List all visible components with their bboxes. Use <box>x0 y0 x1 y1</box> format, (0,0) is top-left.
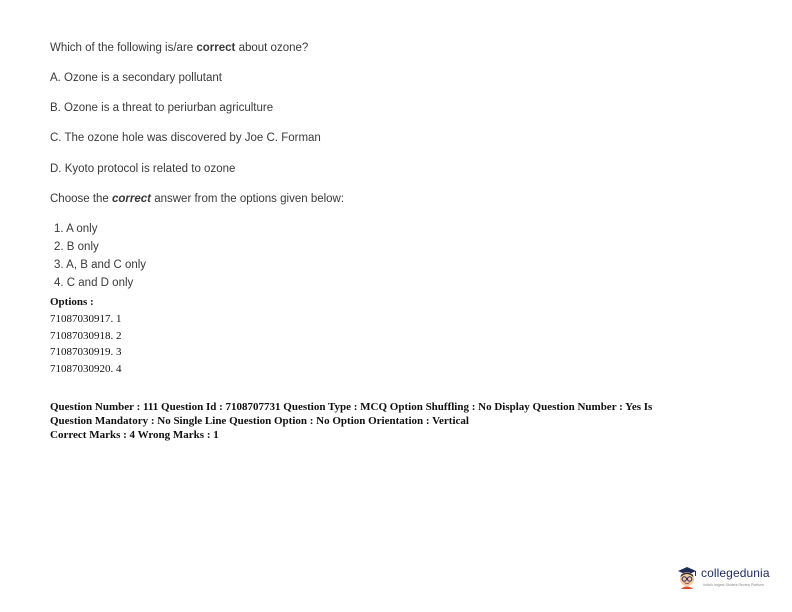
option-id-2: 71087030918. 2 <box>50 330 122 342</box>
statement-d: D. Kyoto protocol is related to ozone <box>50 163 236 175</box>
options-label: Options : <box>50 296 94 308</box>
question-stem <box>50 42 308 54</box>
question-stem-after: about ozone? <box>235 42 309 54</box>
choose-before: Choose the <box>50 193 113 205</box>
student-mascot-icon <box>676 565 698 589</box>
choose-bold: correct <box>112 193 152 205</box>
collegedunia-logo <box>676 563 776 593</box>
question-stem-bold: correct <box>196 42 236 54</box>
metadata-line-1: Question Number : 111 Question Id : 7108707731 Question Type : MCQ Option Shuffling : No Display Question Number : Yes Is <box>50 401 653 413</box>
choice-2: 2. B only <box>54 241 99 253</box>
metadata-line-2: Question Mandatory : No Single Line Question Option : No Option Orientation : Vertical <box>50 415 469 427</box>
option-id-4: 71087030920. 4 <box>50 363 122 375</box>
option-id-1: 71087030917. 1 <box>50 313 122 325</box>
option-id-3: 71087030919. 3 <box>50 346 122 358</box>
question-stem-before: Which of the following is/are <box>50 42 197 54</box>
metadata-line-3: Correct Marks : 4 Wrong Marks : 1 <box>50 429 219 441</box>
question-metadata <box>50 400 740 442</box>
brand-name: collegedunia <box>701 566 770 580</box>
choice-4: 4. C and D only <box>54 277 134 289</box>
statement-a: A. Ozone is a secondary pollutant <box>50 72 222 84</box>
choose-after: answer from the options given below: <box>151 193 345 205</box>
brand-tagline: India's largest Student Review Platform <box>703 583 764 587</box>
choice-1: 1. A only <box>54 223 98 235</box>
choose-instruction <box>50 193 344 205</box>
statement-c: C. The ozone hole was discovered by Joe C. Forman <box>50 132 321 144</box>
statement-b: B. Ozone is a threat to periurban agriculture <box>50 102 274 114</box>
choice-3: 3. A, B and C only <box>54 259 147 271</box>
